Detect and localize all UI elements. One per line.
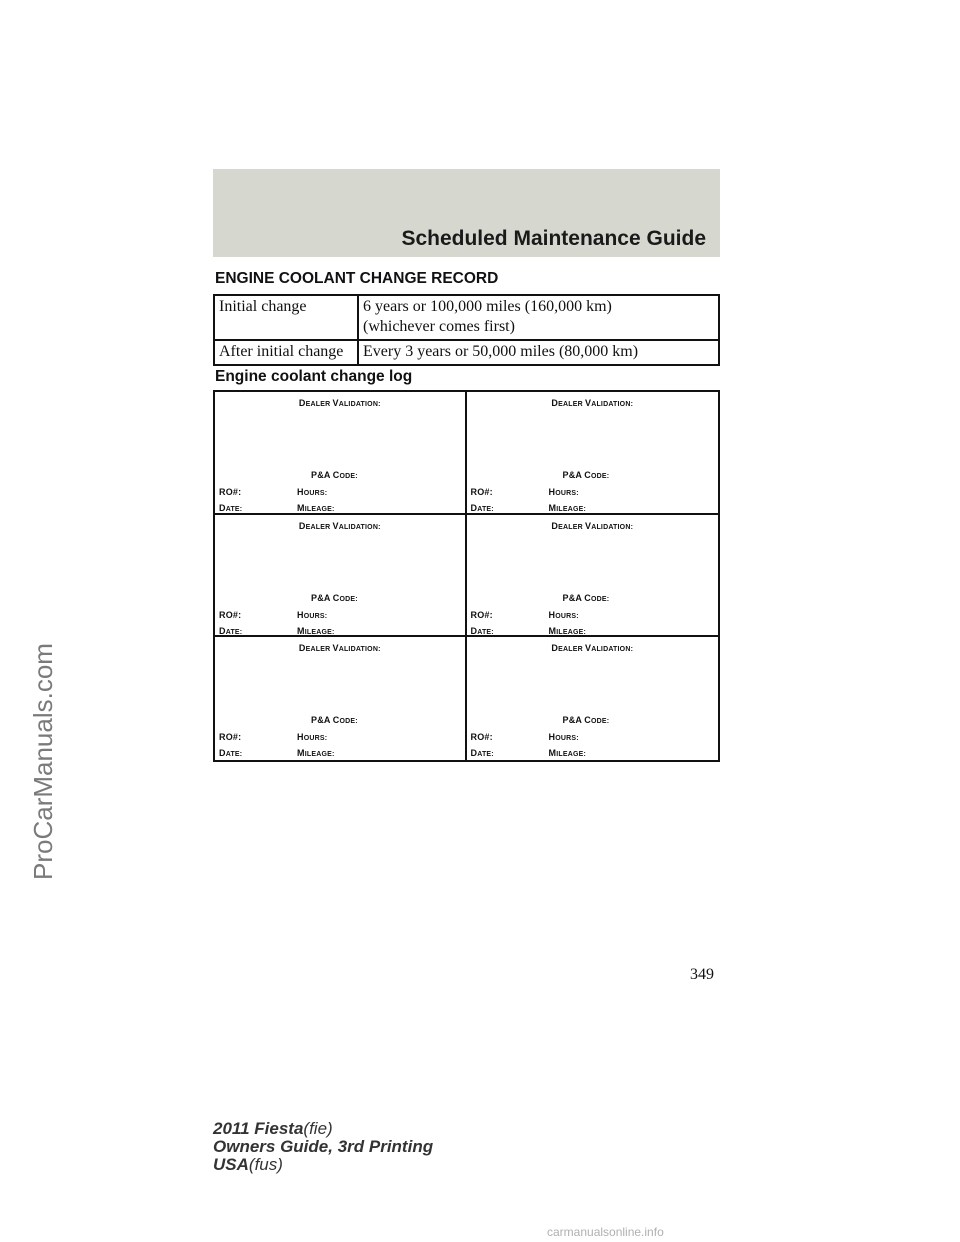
- date-label: DATE:: [470, 748, 494, 759]
- interval-value: [358, 295, 719, 340]
- ro-label: RO#:: [470, 732, 493, 743]
- mileage-label: MILEAGE:: [548, 625, 586, 636]
- dealer-validation-label: DEALER VALIDATION:: [551, 643, 634, 654]
- pa-code-label: P&A CODE:: [562, 715, 610, 726]
- date-label: DATE:: [219, 503, 243, 513]
- date-label: DATE:: [470, 625, 494, 636]
- mileage-label: MILEAGE:: [297, 748, 335, 759]
- section-title: ENGINE COOLANT CHANGE RECORD: [215, 270, 499, 287]
- pa-code-label: P&A CODE:: [311, 592, 358, 603]
- footer-market-code: (fus): [248, 1155, 283, 1174]
- dealer-validation-label: DEALER VALIDATION:: [551, 398, 634, 408]
- date-label: DATE:: [219, 625, 243, 636]
- hours-label: HOURS:: [548, 487, 579, 497]
- watermark-bottom: carmanualsonline.info: [547, 1225, 664, 1239]
- log-entry: [467, 515, 719, 638]
- interval-value: [358, 340, 719, 365]
- hours-label: HOURS:: [297, 732, 328, 743]
- log-entry: [215, 637, 467, 760]
- mileage-label: MILEAGE:: [297, 625, 335, 636]
- footer: [213, 1120, 433, 1174]
- log-entry: [467, 392, 719, 515]
- ro-label: RO#:: [219, 487, 242, 497]
- log-entry: [215, 392, 467, 515]
- mileage-label: MILEAGE:: [548, 748, 586, 759]
- interval-value-line: (whichever comes first): [363, 318, 515, 335]
- hours-label: HOURS:: [297, 609, 328, 620]
- interval-value-line: 6 years or 100,000 miles (160,000 km): [363, 298, 612, 315]
- date-label: DATE:: [470, 503, 494, 513]
- ro-label: RO#:: [470, 487, 493, 497]
- log-grid: [213, 390, 720, 762]
- footer-model-code: (fie): [303, 1119, 333, 1138]
- date-label: DATE:: [219, 748, 243, 759]
- mileage-label: MILEAGE:: [297, 503, 335, 513]
- hours-label: HOURS:: [297, 487, 328, 497]
- pa-code-label: P&A CODE:: [562, 470, 610, 480]
- footer-model: 2011 Fiesta: [213, 1119, 304, 1138]
- footer-line: Owners Guide, 3rd Printing: [213, 1137, 434, 1156]
- pa-code-label: P&A CODE:: [311, 470, 358, 480]
- interval-value-line: Every 3 years or 50,000 miles (80,000 km): [363, 343, 639, 360]
- interval-table: [213, 294, 720, 366]
- footer-line: [213, 1120, 433, 1138]
- header-band: [213, 169, 720, 257]
- ro-label: RO#:: [219, 609, 242, 620]
- log-entry: [215, 515, 467, 638]
- footer-market: USA: [213, 1155, 249, 1174]
- log-title: Engine coolant change log: [215, 368, 413, 385]
- log-entry: [467, 637, 719, 760]
- dealer-validation-label: DEALER VALIDATION:: [551, 520, 634, 531]
- mileage-label: MILEAGE:: [548, 503, 586, 513]
- page-number: 349: [690, 966, 714, 983]
- pa-code-label: P&A CODE:: [562, 592, 610, 603]
- table-row: [214, 340, 719, 365]
- table-row: [214, 295, 719, 340]
- watermark-side: ProCarManuals.com: [28, 643, 58, 880]
- interval-label: After initial change: [214, 340, 358, 365]
- hours-label: HOURS:: [548, 732, 579, 743]
- header-title: Scheduled Maintenance Guide: [401, 227, 706, 250]
- ro-label: RO#:: [219, 732, 242, 743]
- dealer-validation-label: DEALER VALIDATION:: [298, 520, 381, 531]
- dealer-validation-label: DEALER VALIDATION:: [298, 643, 381, 654]
- pa-code-label: P&A CODE:: [311, 715, 358, 726]
- interval-label: Initial change: [214, 295, 358, 340]
- footer-line: [213, 1156, 433, 1174]
- hours-label: HOURS:: [548, 609, 579, 620]
- dealer-validation-label: DEALER VALIDATION:: [298, 398, 381, 408]
- ro-label: RO#:: [470, 609, 493, 620]
